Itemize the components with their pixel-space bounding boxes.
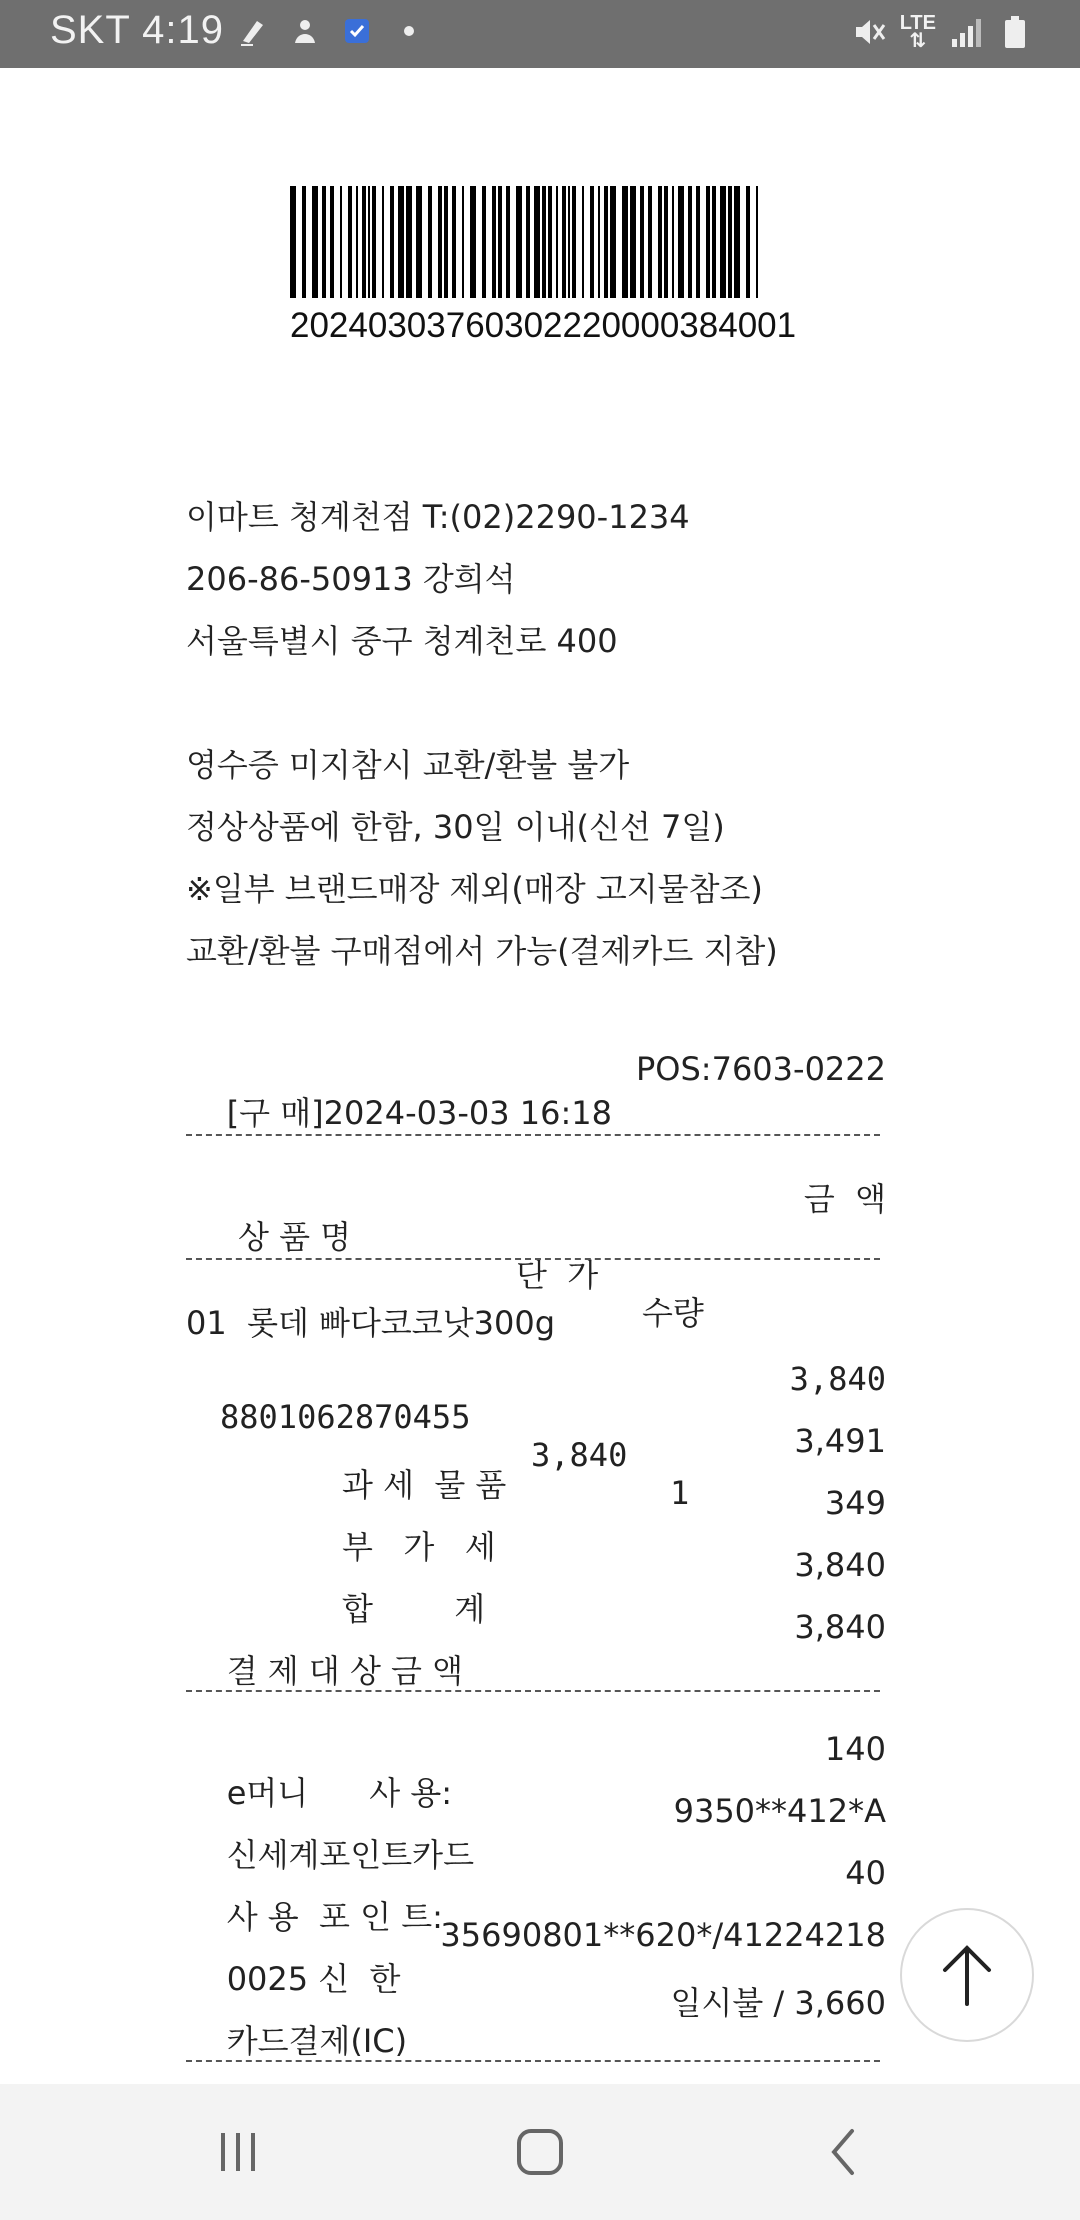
- barcode-bar: [562, 186, 566, 298]
- barcode-bar: [720, 186, 726, 298]
- barcode-bar: [556, 186, 558, 298]
- recent-apps-icon: [215, 2129, 261, 2175]
- barcode-bar: [428, 186, 432, 298]
- item-amount: 3,840: [789, 1360, 886, 1398]
- barcode-bar: [348, 186, 352, 298]
- card-value: 35690801**620*/41224218: [440, 1916, 886, 1954]
- item-code: 8801062870455: [220, 1398, 471, 1436]
- item-qty: 1: [670, 1474, 690, 1512]
- barcode-bar: [322, 186, 326, 298]
- barcode-bar: [658, 186, 662, 298]
- barcode: [290, 186, 758, 298]
- barcode-bar: [452, 186, 456, 298]
- barcode-bar: [678, 186, 684, 298]
- barcode-bar: [444, 186, 448, 298]
- home-icon: [515, 2127, 565, 2177]
- barcode-bar: [582, 186, 584, 298]
- item-line: 01 롯데 빠다코코낫300g: [186, 1304, 556, 1342]
- card-label: 0025 신 한: [226, 1960, 401, 1998]
- header-amount: 금 액: [803, 1180, 886, 1218]
- barcode-bar: [492, 186, 496, 298]
- barcode-bar: [516, 186, 522, 298]
- barcode-bar: [372, 186, 376, 298]
- network-type: LTE ⇅: [899, 12, 936, 52]
- barcode-bar: [462, 186, 464, 298]
- emoney-value: 140: [824, 1730, 886, 1768]
- barcode-bar: [330, 186, 334, 298]
- more-notifications-dot-icon: [392, 14, 426, 48]
- barcode-bar: [622, 186, 628, 298]
- barcode-bar: [312, 186, 318, 298]
- points-used-value: 40: [845, 1854, 886, 1892]
- barcode-bar: [498, 186, 502, 298]
- barcode-bar: [362, 186, 366, 298]
- signal-icon: [950, 15, 984, 49]
- barcode-bar: [696, 186, 700, 298]
- barcode-bar: [390, 186, 394, 298]
- points-used-label: 사 용 포 인 트:: [226, 1898, 443, 1936]
- barcode-bar: [572, 186, 576, 298]
- address-line: 서울특별시 중구 청계천로 400: [186, 622, 618, 660]
- navigation-bar: [0, 2084, 1080, 2220]
- taxable-label: 과 세 물 품: [342, 1466, 507, 1504]
- barcode-bar: [604, 186, 608, 298]
- scroll-to-top-button[interactable]: [900, 1908, 1034, 2042]
- status-carrier-time: SKT 4:19: [50, 8, 225, 52]
- point-card-value: 9350**412*A: [673, 1792, 886, 1830]
- barcode-bar: [640, 186, 644, 298]
- barcode-bar: [756, 186, 758, 298]
- purchase-datetime: [구 매]2024-03-03 16:18: [226, 1094, 613, 1132]
- vat-value: 349: [824, 1484, 886, 1522]
- total-label: 합 계: [342, 1590, 486, 1628]
- divider: [186, 1258, 880, 1260]
- notice-3: ※일부 브랜드매장 제외(매장 고지물참조): [186, 870, 763, 908]
- barcode-bar: [534, 186, 540, 298]
- ringer-muted-icon: [852, 15, 886, 49]
- barcode-bar: [542, 186, 546, 298]
- barcode-bar: [746, 186, 750, 298]
- business-line: 206-86-50913 강희석: [186, 560, 516, 598]
- barcode-bar: [482, 186, 486, 298]
- barcode-bar: [398, 186, 404, 298]
- back-icon: [824, 2127, 864, 2177]
- barcode-bar: [688, 186, 692, 298]
- barcode-bar: [590, 186, 594, 298]
- pos-number: POS:7603-0222: [636, 1050, 886, 1088]
- notification-icons: [236, 14, 426, 48]
- barcode-bar: [368, 186, 370, 298]
- point-card-label: 신세계포인트카드: [226, 1836, 474, 1874]
- barcode-bar: [470, 186, 476, 298]
- barcode-bar: [438, 186, 442, 298]
- store-line: 이마트 청계천점 T:(02)2290-1234: [186, 498, 690, 536]
- barcode-bar: [598, 186, 600, 298]
- barcode-bar: [406, 186, 412, 298]
- barcode-bar: [340, 186, 342, 298]
- home-button[interactable]: [510, 2122, 570, 2182]
- divider: [186, 1690, 880, 1692]
- network-type-label: LTE: [899, 12, 936, 34]
- barcode-bar: [672, 186, 674, 298]
- barcode-bar: [290, 186, 296, 298]
- header-name: 상 품 명: [238, 1218, 352, 1256]
- barcode-bar: [706, 186, 710, 298]
- card-pay-label: 카드결제(IC): [226, 2022, 408, 2060]
- payable-value: 3,840: [794, 1608, 886, 1646]
- scroll-to-top-icon: [937, 1940, 997, 2010]
- barcode-bar: [664, 186, 668, 298]
- card-pay-value: 일시불 / 3,660: [670, 1984, 886, 2022]
- payable-label: 결 제 대 상 금 액: [226, 1652, 464, 1690]
- bixby-notification-icon: [288, 14, 322, 48]
- barcode-bar: [728, 186, 732, 298]
- status-bar: [0, 0, 1080, 68]
- barcode-bar: [506, 186, 510, 298]
- system-status-icons: [852, 14, 1032, 50]
- app-notification-icon: [340, 14, 374, 48]
- recent-apps-button[interactable]: [208, 2122, 268, 2182]
- barcode-bar: [302, 186, 306, 298]
- notice-4: 교환/환불 구매점에서 가능(결제카드 지참): [186, 932, 778, 970]
- barcode-bar: [526, 186, 530, 298]
- total-value: 3,840: [794, 1546, 886, 1584]
- barcode-bar: [568, 186, 570, 298]
- notice-1: 영수증 미지참시 교환/환불 불가: [186, 746, 630, 784]
- header-price: 단 가: [516, 1256, 599, 1294]
- barcode-bar: [382, 186, 384, 298]
- barcode-bar: [356, 186, 358, 298]
- barcode-bar: [548, 186, 552, 298]
- barcode-bar: [416, 186, 422, 298]
- barcode-bar: [648, 186, 652, 298]
- battery-icon: [998, 15, 1032, 49]
- back-button[interactable]: [814, 2122, 874, 2182]
- divider: [186, 2060, 880, 2062]
- barcode-bar: [610, 186, 616, 298]
- notice-2: 정상상품에 한함, 30일 이내(신선 7일): [186, 808, 725, 846]
- pen-notification-icon: [236, 14, 270, 48]
- receipt: [0, 68, 1080, 2084]
- barcode-number: 20240303760302220000384001: [290, 306, 797, 345]
- emoney-label: e머니 사 용:: [226, 1774, 453, 1812]
- item-price: 3,840: [531, 1436, 628, 1474]
- divider: [186, 1134, 880, 1136]
- header-qty: 수량: [642, 1294, 704, 1332]
- barcode-bar: [734, 186, 740, 298]
- barcode-bar: [630, 186, 636, 298]
- taxable-value: 3,491: [794, 1422, 886, 1460]
- vat-label: 부 가 세: [342, 1528, 496, 1566]
- barcode-bar: [712, 186, 716, 298]
